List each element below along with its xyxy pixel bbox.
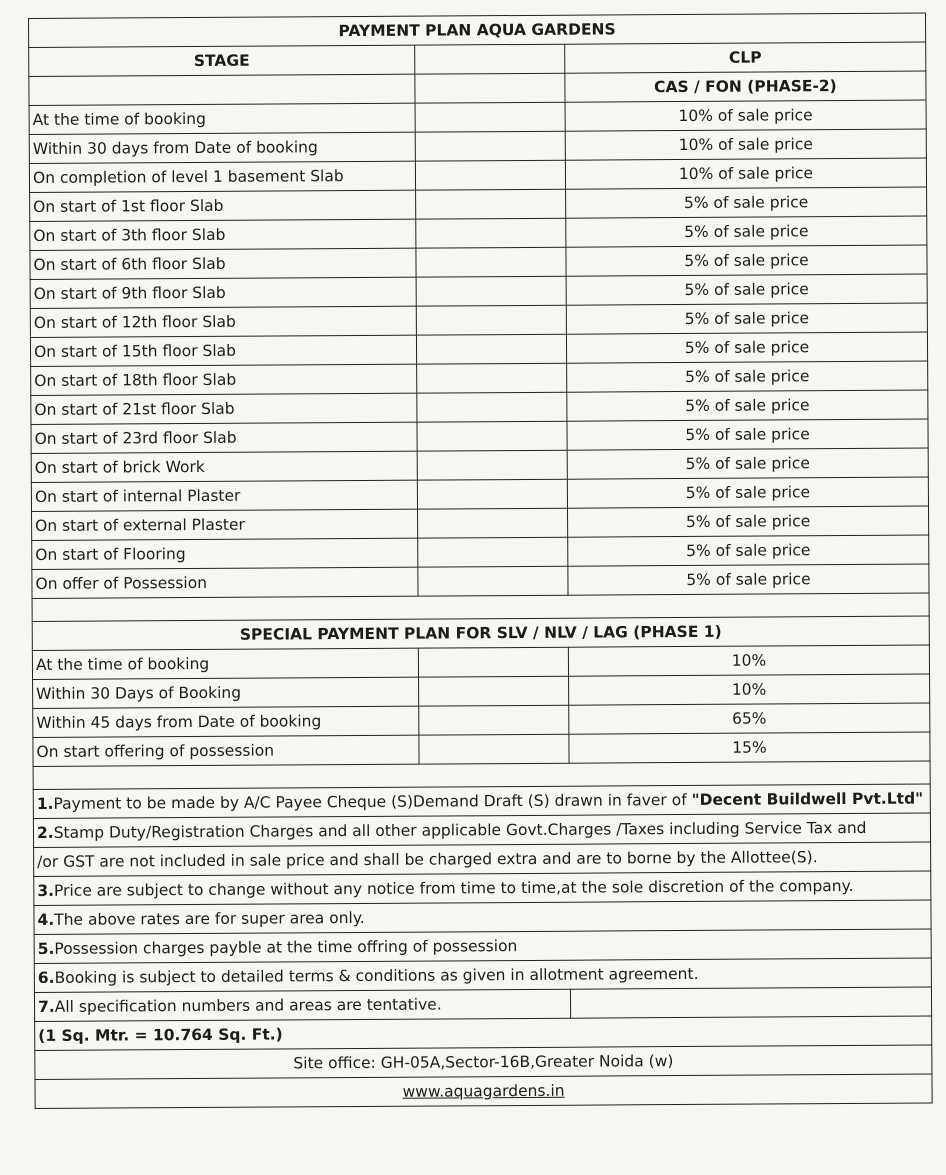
plan-row — [30, 332, 927, 366]
plan-row — [30, 274, 927, 308]
payment-cell: 5% of sale price — [566, 274, 927, 305]
plan-row — [30, 216, 927, 250]
stage-cell: On start of 3th floor Slab — [30, 219, 416, 250]
plan-row — [30, 303, 927, 337]
stage-cell: Within 30 Days of Booking — [33, 677, 419, 708]
payment-cell: 5% of sale price — [567, 390, 928, 421]
payment-cell: 65% — [569, 703, 930, 734]
payment-cell: 5% of sale price — [568, 564, 929, 595]
stage-cell: Within 30 days from Date of booking — [29, 132, 415, 163]
empty-cell — [29, 74, 415, 105]
stage-cell: On completion of level 1 basement Slab — [29, 161, 415, 192]
plan-row — [31, 448, 928, 482]
plan-row — [29, 129, 926, 163]
special-plan-title: SPECIAL PAYMENT PLAN FOR SLV / NLV / LAG (PHASE 1) — [32, 616, 929, 650]
website-link[interactable]: www.aquagardens.in — [402, 1081, 565, 1101]
note-6: 6.Booking is subject to detailed terms & conditions as given in allotment agreement. — [34, 958, 931, 992]
stage-cell: On start of 12th floor Slab — [30, 306, 416, 337]
stage-cell: On start of internal Plaster — [31, 480, 417, 511]
empty-cell — [416, 218, 566, 248]
empty-cell — [419, 705, 569, 735]
payment-cell: 10% of sale price — [565, 158, 926, 189]
empty-cell — [418, 508, 568, 538]
empty-cell — [416, 276, 566, 306]
empty-cell — [419, 734, 569, 764]
stage-cell: On start of Flooring — [32, 538, 418, 569]
empty-cell — [417, 450, 567, 480]
plan-row — [31, 419, 928, 453]
note-7: 7.All specification numbers and areas are tentative. — [34, 989, 570, 1021]
plan-row — [29, 158, 926, 192]
stage-cell: On start of 9th floor Slab — [30, 277, 416, 308]
empty-cell — [570, 987, 931, 1018]
area-conversion: (1 Sq. Mtr. = 10.764 Sq. Ft.) — [35, 1016, 932, 1050]
empty-cell — [415, 131, 565, 161]
clp-header: CLP — [565, 42, 926, 73]
plan-row — [29, 100, 926, 134]
note-row — [34, 871, 931, 905]
stage-cell: On start of 6th floor Slab — [30, 248, 416, 279]
payment-cell: 15% — [569, 732, 930, 763]
payment-cell: 5% of sale price — [568, 535, 929, 566]
payment-cell: 5% of sale price — [568, 506, 929, 537]
empty-cell — [415, 73, 565, 103]
stage-cell: On start of 23rd floor Slab — [31, 422, 417, 453]
payment-cell: 5% of sale price — [566, 332, 927, 363]
payment-cell: 5% of sale price — [567, 448, 928, 479]
empty-cell — [418, 537, 568, 567]
payment-cell: 10% — [569, 674, 930, 705]
payment-cell: 10% of sale price — [565, 129, 926, 160]
plan-row — [32, 535, 929, 569]
empty-cell — [416, 334, 566, 364]
note-row — [33, 813, 930, 847]
note-2-continued: /or GST are not included in sale price and shall be charged extra and are to borne by the Allottee(S). — [34, 842, 931, 876]
note-3: 3.Price are subject to change without any notice from time to time,at the sole discretion of the company. — [34, 871, 931, 905]
payment-cell: 5% of sale price — [567, 477, 928, 508]
empty-cell — [419, 676, 569, 706]
stage-cell: On start of brick Work — [31, 451, 417, 482]
empty-cell — [417, 479, 567, 509]
empty-cell — [417, 363, 567, 393]
payment-plan-sheet — [28, 13, 932, 1109]
empty-header-cell — [415, 44, 565, 74]
plan-row — [30, 245, 927, 279]
empty-cell — [416, 247, 566, 277]
website-row — [35, 1074, 932, 1108]
empty-cell — [417, 421, 567, 451]
note-1: 1.Payment to be made by A/C Payee Cheque (S)Demand Draft (S) drawn in faver of "Decent Buildwell Pvt.Ltd" — [33, 784, 930, 818]
note-row — [34, 842, 931, 876]
payment-cell: 5% of sale price — [566, 216, 927, 247]
payment-cell: 5% of sale price — [567, 361, 928, 392]
stage-header: STAGE — [29, 45, 415, 76]
payment-cell: 10% — [568, 645, 929, 676]
payment-plan-table — [28, 13, 933, 1109]
plan-subheader: CAS / FON (PHASE-2) — [565, 71, 926, 102]
stage-cell: On start offering of possession — [33, 735, 419, 766]
payment-cell: 5% of sale price — [566, 245, 927, 276]
document-title: PAYMENT PLAN AQUA GARDENS — [29, 13, 926, 47]
empty-cell — [415, 102, 565, 132]
stage-cell: On start of 1st floor Slab — [30, 190, 416, 221]
stage-cell: At the time of booking — [32, 648, 418, 679]
plan-row — [31, 390, 928, 424]
empty-cell — [415, 160, 565, 190]
note-5: 5.Possession charges payble at the time offring of possession — [34, 929, 931, 963]
empty-cell — [418, 566, 568, 596]
stage-cell: On start of 18th floor Slab — [31, 364, 417, 395]
stage-cell: On start of 15th floor Slab — [30, 335, 416, 366]
note-2: 2.Stamp Duty/Registration Charges and all other applicable Govt.Charges /Taxes including Service Tax and — [33, 813, 930, 847]
subheader-row — [29, 71, 926, 105]
plan-row — [31, 477, 928, 511]
payment-cell: 5% of sale price — [567, 419, 928, 450]
note-4: 4.The above rates are for super area only. — [34, 900, 931, 934]
plan-row — [32, 564, 929, 598]
empty-cell — [418, 647, 568, 677]
empty-cell — [417, 392, 567, 422]
plan-row — [32, 506, 929, 540]
site-office-address: Site office: GH-05A,Sector-16B,Greater Noida (w) — [35, 1045, 932, 1079]
stage-cell: On offer of Possession — [32, 567, 418, 598]
stage-cell: Within 45 days from Date of booking — [33, 706, 419, 737]
payment-cell: 5% of sale price — [566, 303, 927, 334]
note-row — [33, 784, 930, 818]
stage-cell: At the time of booking — [29, 103, 415, 134]
plan-row — [30, 187, 927, 221]
stage-cell: On start of 21st floor Slab — [31, 393, 417, 424]
stage-cell: On start of external Plaster — [32, 509, 418, 540]
empty-cell — [416, 305, 566, 335]
payment-cell: 10% of sale price — [565, 100, 926, 131]
plan-row — [31, 361, 928, 395]
payment-cell: 5% of sale price — [566, 187, 927, 218]
empty-cell — [416, 189, 566, 219]
website-cell — [35, 1074, 932, 1108]
